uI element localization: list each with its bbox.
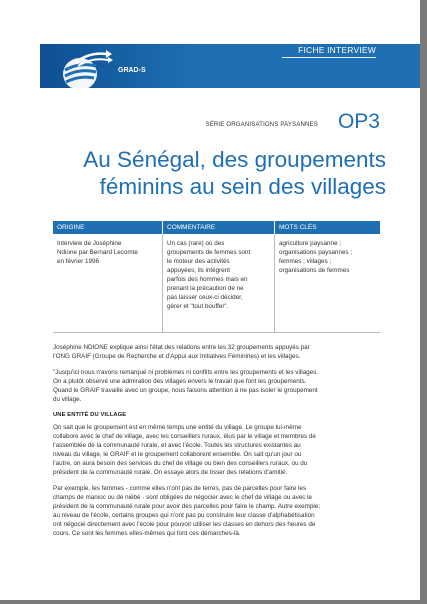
header-mots-cles: MOTS CLÉS (279, 224, 317, 231)
commentaire-line: le moteur des activités (167, 258, 230, 265)
cell-commentaire (163, 234, 275, 332)
mots-cles-line: agriculture paysanne ; (279, 240, 341, 247)
paragraph-2 (53, 484, 380, 538)
cell-mots-cles (275, 234, 380, 332)
origine-line: Interview de Joséphine (57, 240, 122, 247)
title-line-2: féminins au sein des villages (99, 174, 386, 199)
commentaire-line: prenant la précaution de ne (167, 285, 244, 292)
mots-cles-line: organisations de femmes (279, 267, 350, 274)
header-commentaire: COMMENTAIRE (163, 221, 275, 234)
title-line-1: Au Sénégal, des groupements (83, 147, 386, 172)
cell-origine (53, 234, 163, 332)
header-rule (282, 57, 376, 58)
text-line: On sait que le groupement est en même temps une entité du village. Le groupe lui-même (53, 424, 302, 431)
text-line: On a plutôt observé une admiration des villages envers le travail que font les groupements. (53, 378, 307, 385)
series-code: OP3 (337, 110, 380, 133)
mots-cles-line: femmes ; villages ; (279, 258, 332, 265)
header-origine: ORIGINE (53, 221, 163, 234)
table-header-row (53, 221, 380, 234)
body-text (53, 343, 380, 545)
page-title (40, 146, 386, 200)
fiche-label: FICHE INTERVIEW (298, 45, 376, 55)
text-line: l'ONG GRAIF (Groupe de Recherche et d'Appui aux Initiatives Féminines) et les villages. (53, 353, 301, 360)
grad-s-logo-icon (56, 48, 116, 94)
commentaire-line: gérer et "tout bouffer". (167, 303, 229, 310)
origine-line: Ndione par Bernard Lecomte (57, 249, 138, 256)
text-line: collabore avec le chef de village, avec les conseillers ruraux, élus par le village et membres de (53, 433, 316, 440)
mots-cles-line: organisations paysannes ; (279, 249, 353, 256)
origine-line: en février 1996 (57, 258, 100, 265)
info-table (53, 221, 380, 333)
text-line: l'autre, on aura besoin des services du chef de village ou bien des conseillers ruraux, ou du (53, 460, 308, 467)
paragraph-1 (53, 423, 380, 477)
text-line: Par exemple, les femmes - comme elles n'ont pas de terres, pas de parcelles pour faire les (53, 485, 307, 492)
commentaire-line: Un cas (rare) où des (167, 240, 225, 247)
text-line: président de la communauté rurale. On essaye alors de tisser des relations d'amitié. (53, 469, 288, 476)
commentaire-line: parfois des hommes mais en (167, 276, 248, 283)
text-line: cours. Ce sont les femmes elles-mêmes qui font ces démarches-là. (53, 530, 241, 537)
commentaire-line: appuyées; ils intègrent (167, 267, 231, 274)
text-line: "Jusqu'ici nous n'avons remarqué ni problèmes ni conflits entre les groupements et les villages. (53, 369, 319, 376)
logo-text: GRAD-S (118, 67, 146, 74)
commentaire-line: pas laisser ceux-ci décider, (167, 294, 243, 301)
text-line: ont négocié directement avec l'école pour pouvoir utiliser les classes en dehors des heures de (53, 521, 316, 528)
text-line: champs de manioc ou de niébé - sont obligées de négocier avec le chef de village ou avec le (53, 494, 313, 501)
series-label: SÉRIE ORGANISATIONS PAYSANNES (205, 122, 318, 128)
commentaire-line: groupements de femmes sont (167, 249, 251, 256)
text-line: au niveau de l'école, certains groupes qui n'ont pas pu construire leur classe d'alphabétisation (53, 512, 315, 519)
text-line: l'assemblée de la communauté rurale, et avec l'école. Toutes les structures existantes au (53, 442, 301, 449)
text-line: président de la communauté rurale pour avoir des parcelles pour faire le champ. Autre exemple; (53, 503, 321, 510)
intro-paragraph (53, 343, 380, 361)
quote-paragraph (53, 368, 380, 404)
text-line: du village. (53, 396, 82, 403)
table-row (53, 234, 380, 333)
section-subheading: UNE ENTITÉ DU VILLAGE (53, 412, 127, 418)
text-line: Joséphine NDIONE explique ainsi l'état des relations entre les 32 groupements appuyés par (53, 344, 310, 351)
text-line: Quand le GRAIF travaille avec un groupe, nous faisons attention à ne pas isoler le groupement (53, 387, 318, 394)
series-row (40, 110, 380, 134)
text-line: niveau du village, le GRAIF et le groupement collaborent ensemble. On sait qu'un jour ou (53, 451, 302, 458)
